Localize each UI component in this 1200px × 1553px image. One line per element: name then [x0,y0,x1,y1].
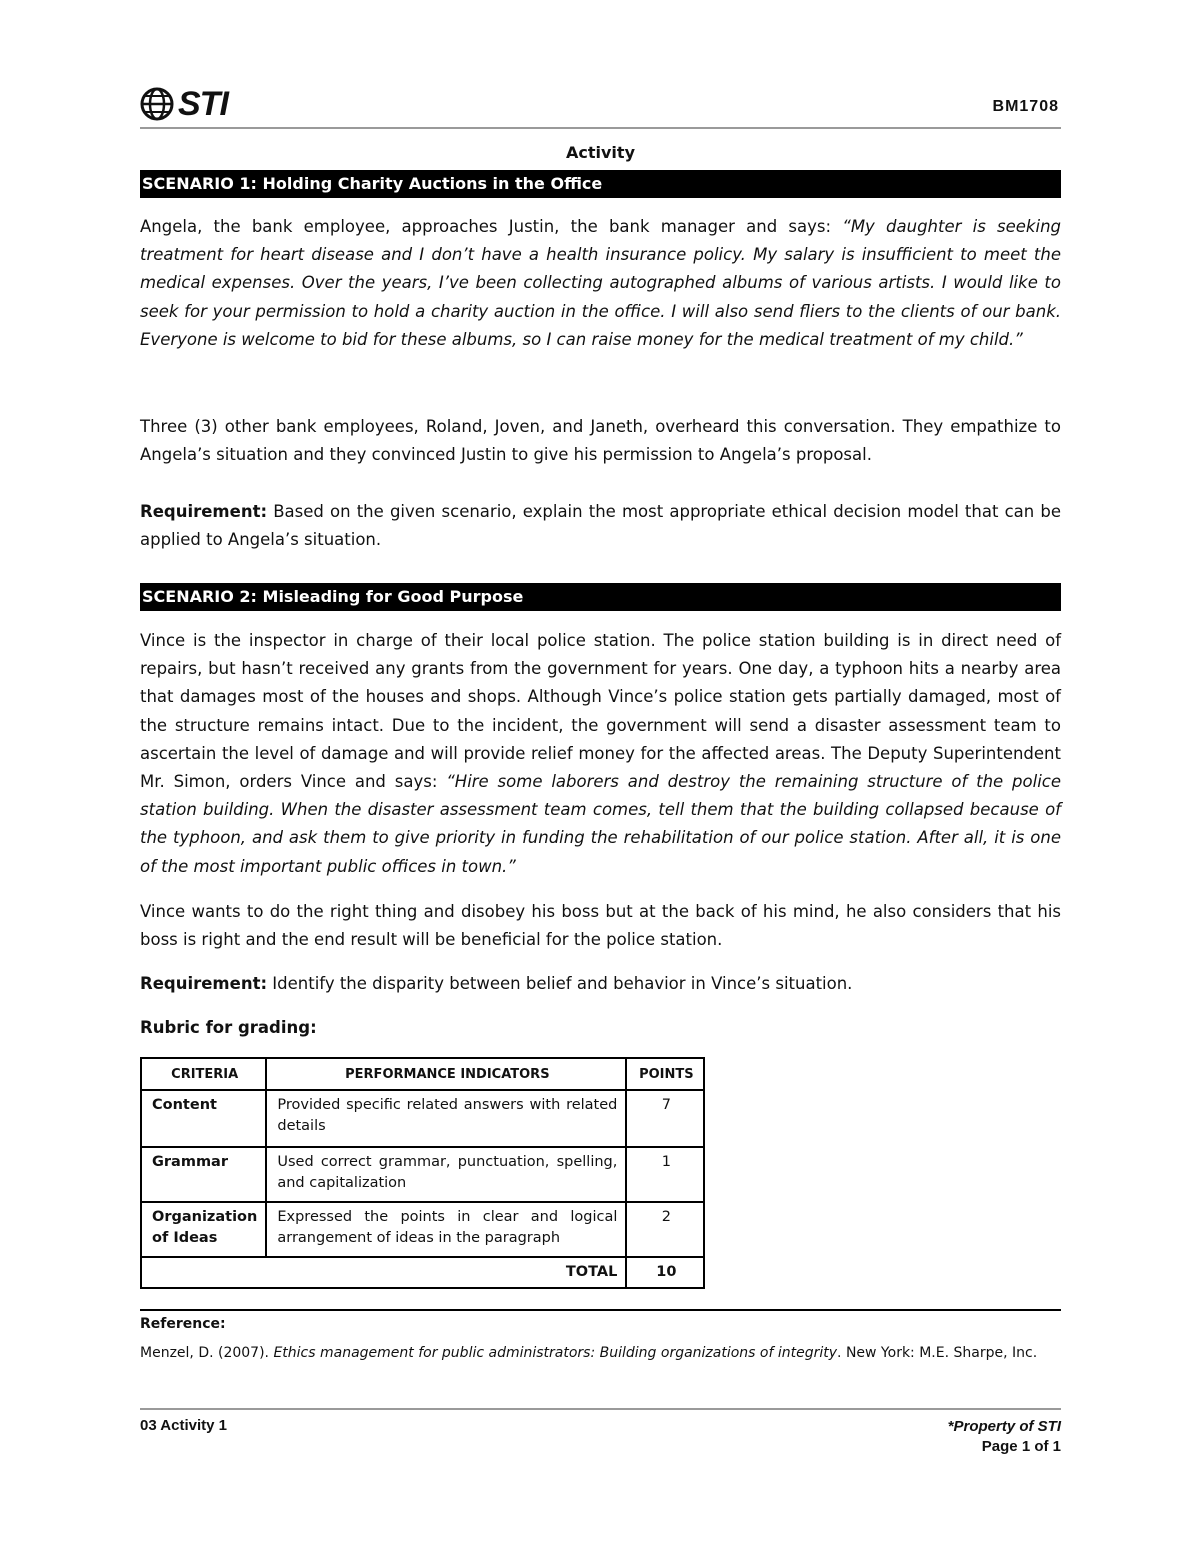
rubric-label-text: Rubric for grading: [140,1018,317,1037]
table-row [141,1147,704,1202]
page-header [140,82,1061,130]
table-row [141,1090,704,1147]
logo-text: STI [178,84,228,123]
rubric-label [140,1014,1061,1042]
globe-icon [140,87,174,121]
reference-divider [140,1309,1061,1311]
criteria-cell: Grammar [141,1147,266,1202]
indicator-cell: Expressed the points in clear and logical arrangement of ideas in the paragraph [266,1202,626,1257]
footer-activity: 03 Activity 1 [140,1417,227,1434]
table-header-row [141,1058,704,1090]
footer-right [948,1417,1061,1457]
scenario-2-paragraph-2: Vince wants to do the right thing and disobey his boss but at the back of his mind, he also considers that his boss is right and the end result will be beneficial for the police station. [140,902,1061,950]
sti-logo [140,84,228,124]
indicator-cell: Used correct grammar, punctuation, spelling, and capitalization [266,1147,626,1202]
rubric-table [140,1057,705,1289]
footer-property: *Property of STI [947,1418,1061,1435]
reference-author: Menzel, D. (2007). [140,1345,274,1361]
requirement-label: Requirement: [140,974,268,993]
points-cell: 1 [626,1147,704,1202]
total-label: TOTAL [141,1257,626,1288]
scenario-1-quote: “My daughter is seeking treatment for heart disease and I don’t have a health insurance policy. My salary is insufficient to meet the medical expenses. Over the years, I’ve been collecting autographed albums of various artists. I would like to seek for your permission to hold a charity auction in the office. I will also send fliers to the clients of our bank. Everyone is welcome to bid for these albums, so I can raise money for the medical treatment of my child.” [140,217,1062,349]
reference-label: Reference: [140,1316,226,1332]
scenario-1-paragraph [140,213,1061,354]
indicator-cell: Provided specific related answers with related details [266,1090,626,1147]
reference-citation [140,1345,1061,1361]
scenario-1-lead: Angela, the bank employee, approaches Justin, the bank manager and says: [140,217,843,236]
document-code: BM1708 [992,98,1059,115]
scenario-1-heading: SCENARIO 1: Holding Charity Auctions in the Office [140,170,1061,198]
table-row [141,1202,704,1257]
header-indicators: PERFORMANCE INDICATORS [266,1058,626,1090]
total-value: 10 [626,1257,704,1288]
scenario-1-requirement [140,498,1061,554]
header-divider [140,127,1061,129]
header-criteria: CRITERIA [141,1058,266,1090]
scenario-2-quote: “Hire some laborers and destroy the remaining structure of the police station building. When the disaster assessment team comes, tell them that the building collapsed because of the typhoon, and ask them to give priority in funding the rehabilitation of our police station. After all, it is one of the most important public offices in town.” [140,772,1062,876]
header-points: POINTS [626,1058,704,1090]
requirement-text: Based on the given scenario, explain the most appropriate ethical decision model that can be applied to Angela’s situation. [140,502,1061,550]
scenario-2-requirement [140,970,1061,998]
criteria-cell: Organization of Ideas [141,1202,266,1257]
scenario-2-lead: Vince is the inspector in charge of their local police station. The police station building is in direct need of repairs, but hasn’t received any grants from the government for years. One day, a typhoon hits a nearby area that damages most of the houses and shops. Although Vince’s police station gets partially damaged, most of the structure remains intact. Due to the incident, the government will send a disaster assessment team to ascertain the level of damage and will provide relief money for the affected areas. The Deputy Superintendent Mr. Simon, orders Vince and says: [140,631,1061,792]
footer-divider [140,1408,1061,1410]
points-cell: 2 [626,1202,704,1257]
scenario-2-paragraph [140,627,1061,881]
reference-publisher: . New York: M.E. Sharpe, Inc. [837,1345,1038,1361]
page-title: Activity [566,143,635,162]
requirement-text: Identify the disparity between belief and behavior in Vince’s situation. [267,974,853,993]
scenario-1-paragraph-2: Three (3) other bank employees, Roland, Joven, and Janeth, overheard this conversation. They empathize to Angela’s situation and they convinced Justin to give his permission to Angela’s proposal. [140,417,1061,465]
requirement-label: Requirement: [140,502,268,521]
scenario-2-heading: SCENARIO 2: Misleading for Good Purpose [140,583,1061,611]
reference-work: Ethics management for public administrators: Building organizations of integrity [273,1345,838,1361]
footer-page-number: Page 1 of 1 [981,1438,1061,1455]
points-cell: 7 [626,1090,704,1147]
total-row [141,1257,704,1288]
criteria-cell: Content [141,1090,266,1147]
